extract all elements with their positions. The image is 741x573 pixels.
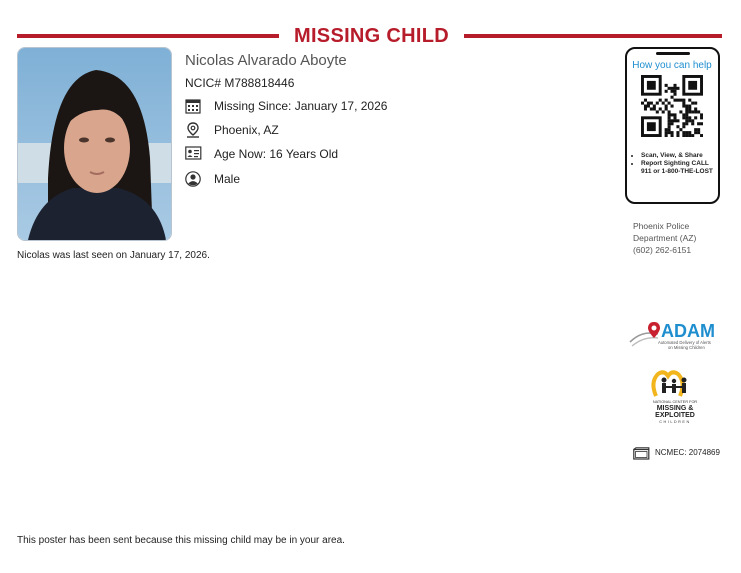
ncic-number: NCIC# M788818446 [185,76,295,90]
header-rule-left [17,34,279,38]
adam-wordmark: ADAM [661,321,715,341]
case-number: NCMEC: 2074869 [655,448,720,457]
id-card-icon [185,146,201,162]
ncmec-line1: NATIONAL CENTER FOR [652,400,698,404]
agency-contact [633,220,696,256]
adam-subtitle-2: on Missing Children [668,345,705,350]
age-now: Age Now: 16 Years Old [214,147,339,161]
agency-name-line1: Phoenix Police [633,221,690,231]
ncmec-line4: CHILDREN [659,420,691,424]
qr-help-title: How you can help [632,60,712,71]
qr-code[interactable] [641,75,703,137]
ncmec-logo [644,368,706,430]
qr-instruction-item: • Scan, View, & Share [641,152,719,160]
phone-notch [656,52,690,55]
qr-instruction-item: • Report Sighting CALL 911 or 1-800-THE-LOST [641,160,719,176]
agency-phone: (602) 262-6151 [633,245,692,255]
person-icon [185,171,201,187]
last-seen-text: Nicolas was last seen on January 17, 2026. [17,250,210,261]
poster-title: MISSING CHILD [293,25,449,47]
sex: Male [214,172,241,186]
agency-name-line2: Department (AZ) [633,233,697,243]
calendar-icon [185,98,201,114]
location-pin-icon [185,122,201,138]
qr-instructions [631,152,719,176]
adam-subtitle-1: Automated Delivery of Alerts [658,340,711,345]
child-name: Nicolas Alvarado Aboyte [185,52,347,69]
adam-logo [628,318,720,354]
qr-phone-panel [625,47,720,204]
missing-since: Missing Since: January 17, 2026 [214,99,388,113]
child-photo [17,47,172,241]
folder-icon [633,447,650,465]
header-rule-right [464,34,722,38]
location: Phoenix, AZ [214,123,279,137]
ncmec-line3: EXPLOITED [655,412,695,419]
footer-notice: This poster has been sent because this missing child may be in your area. [17,535,345,546]
ncmec-line2: MISSING & [656,405,694,412]
